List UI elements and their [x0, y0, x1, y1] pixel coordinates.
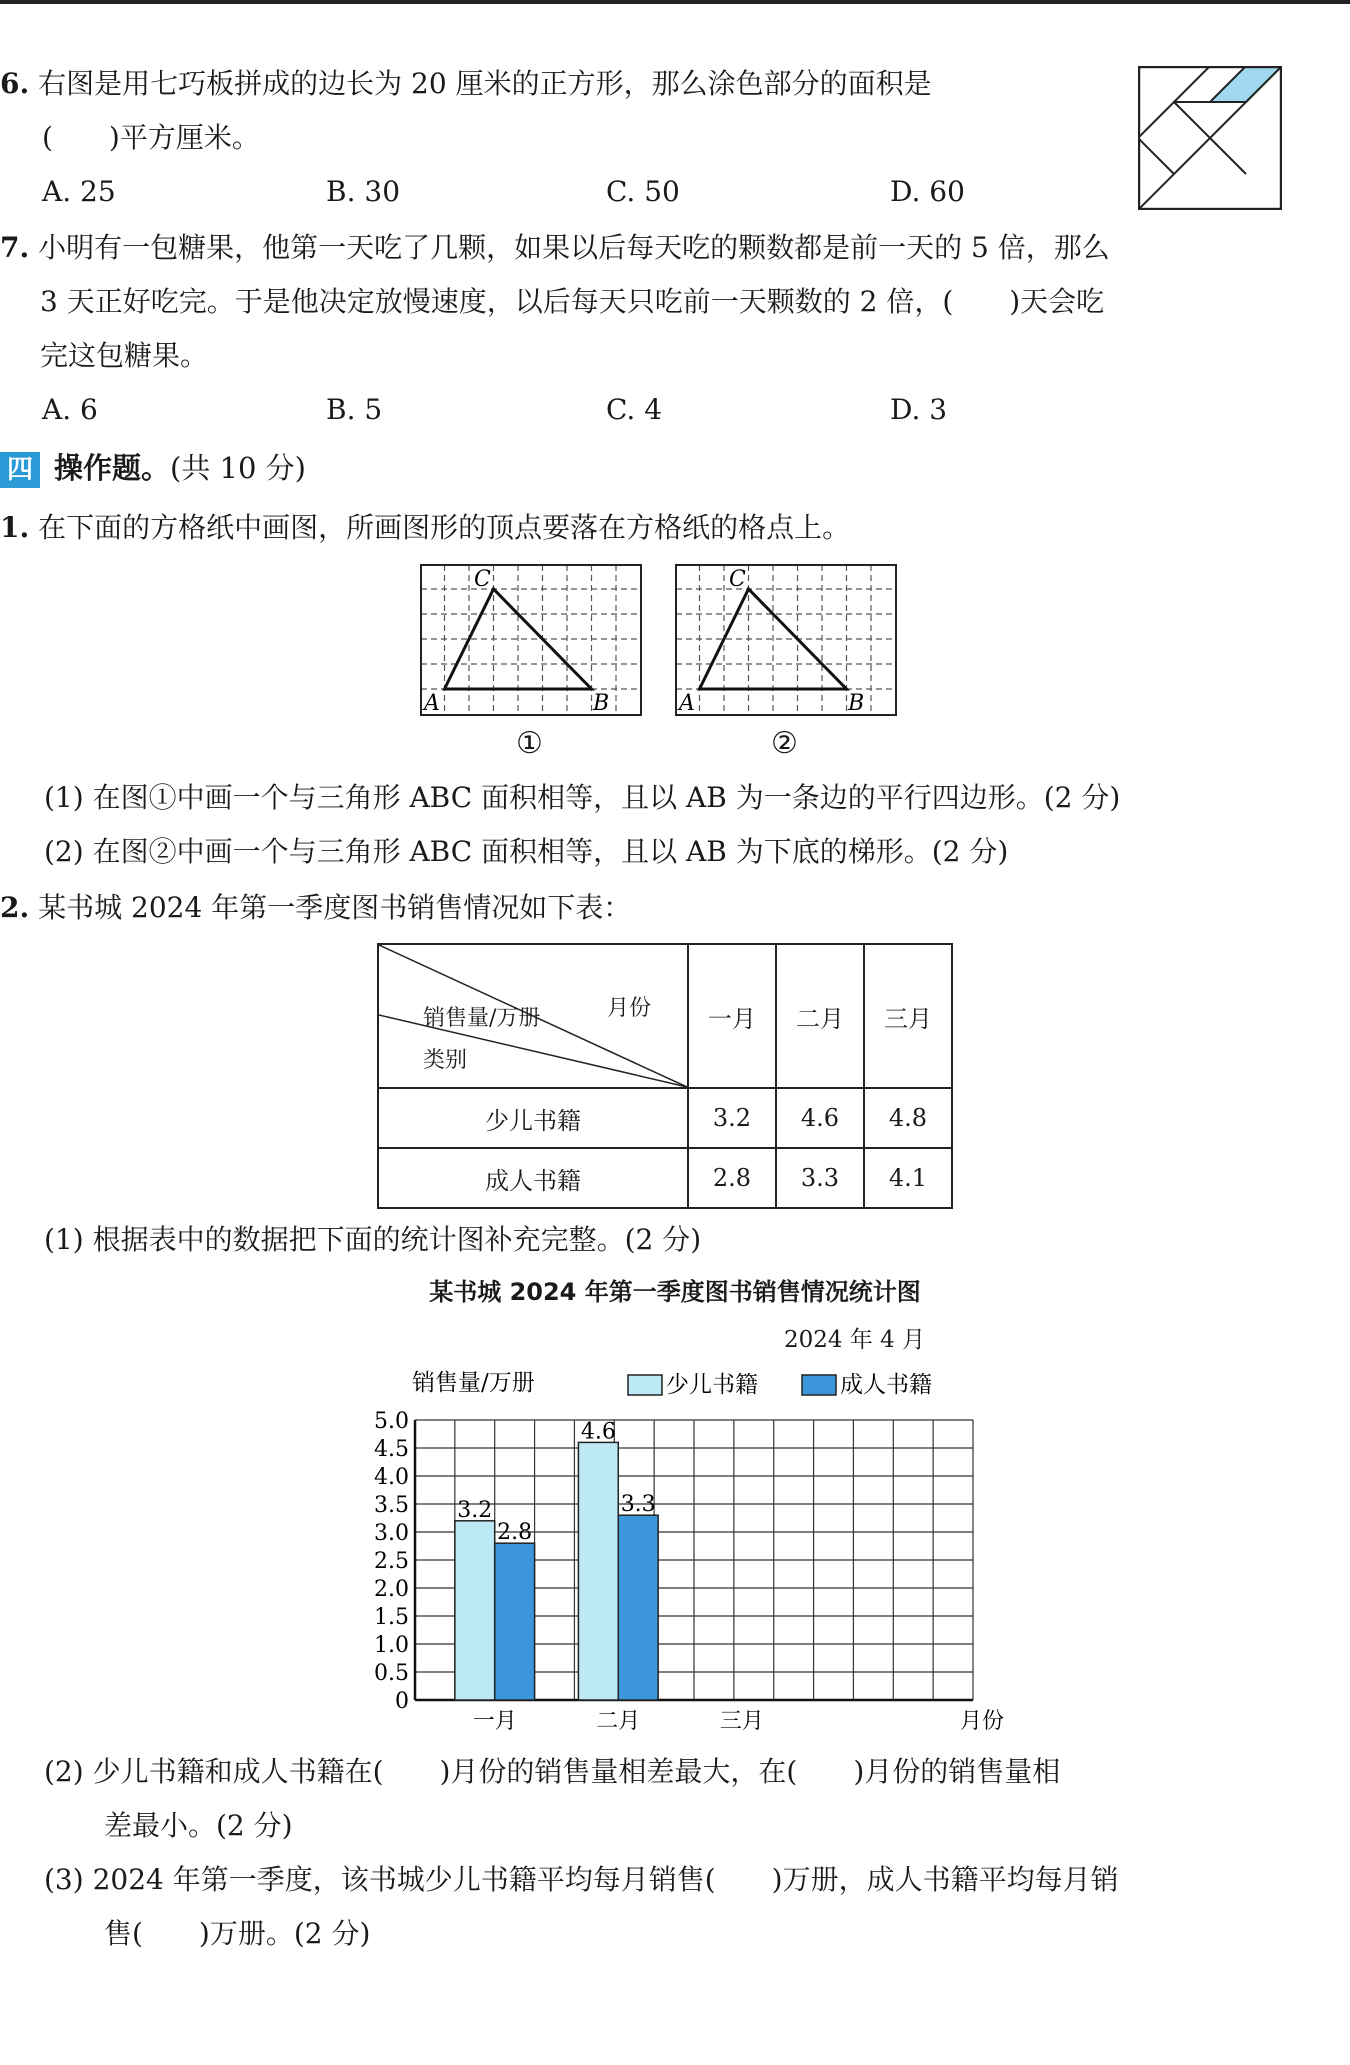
table-cell: 4.6	[776, 1088, 864, 1148]
p1-line	[0, 508, 850, 548]
q7-text3: 完这包糖果。	[40, 339, 209, 372]
legend-label-children: 少儿书籍	[666, 1372, 758, 1398]
grid-figure-1	[420, 564, 642, 716]
q6-text2: ( )平方厘米。	[42, 121, 260, 154]
shaded-parallelogram	[1210, 66, 1282, 102]
q7-line1	[0, 228, 1110, 268]
vertex-c-label-2: C	[729, 567, 746, 592]
bar-adult	[618, 1515, 658, 1700]
y-tick-label: 0.5	[374, 1661, 409, 1686]
y-axis-label: 销售量/万册	[412, 1370, 535, 1396]
chart-date: 2024 年 4 月	[784, 1327, 926, 1353]
y-tick-label: 0	[395, 1689, 409, 1714]
bar-adult	[495, 1543, 535, 1700]
table-row	[378, 1148, 952, 1208]
bar-data-label: 3.3	[620, 1492, 656, 1518]
p2-line	[0, 888, 631, 928]
table-diagonal-header	[378, 944, 688, 1088]
table-cell: 2.8	[688, 1148, 776, 1208]
table-row	[378, 1088, 952, 1148]
vertex-a-label-2: A	[679, 691, 695, 716]
legend-swatch-children	[628, 1375, 662, 1395]
bar-children	[578, 1442, 618, 1700]
y-tick-label: 3.5	[374, 1493, 409, 1518]
p2-sub3a: (3) 2024 年第一季度，该书城少儿书籍平均每月销售( )万册，成人书籍平均每月销	[44, 1863, 1119, 1896]
q6-option-d[interactable]: D. 60	[890, 175, 965, 208]
p2-number: 2.	[0, 891, 30, 924]
y-tick-label: 5.0	[374, 1409, 409, 1434]
p2-text: 某书城 2024 年第一季度图书销售情况如下表：	[38, 891, 632, 924]
header-month: 月份	[607, 996, 652, 1021]
q6-option-b[interactable]: B. 30	[326, 175, 401, 208]
y-tick-label: 4.0	[374, 1465, 409, 1490]
q7-text2: 3 天正好吃完。于是他决定放慢速度，以后每天只吃前一天颗数的 2 倍，( )天会吃	[40, 285, 1105, 318]
chart-title: 某书城 2024 年第一季度图书销售情况统计图	[429, 1278, 921, 1306]
p2-sub1: (1) 根据表中的数据把下面的统计图补充完整。(2 分)	[44, 1223, 702, 1256]
bar-children	[455, 1521, 495, 1700]
q7-text1: 小明有一包糖果，他第一天吃了几颗，如果以后每天吃的颗数都是前一天的 5 倍，那么	[38, 231, 1110, 264]
q7-number: 7.	[0, 231, 30, 264]
vertex-c-label: C	[474, 567, 491, 592]
grid-figure-2	[675, 564, 897, 716]
p2-sub2b: 差最小。(2 分)	[104, 1809, 293, 1842]
table-cell: 3.3	[776, 1148, 864, 1208]
q6-option-a[interactable]: A. 25	[42, 175, 116, 208]
p2-sub3b: 售( )万册。(2 分)	[104, 1917, 371, 1950]
q6-option-c[interactable]: C. 50	[606, 175, 680, 208]
q7-option-c[interactable]: C. 4	[606, 393, 663, 426]
p1-sub2: (2) 在图②中画一个与三角形 ABC 面积相等，且以 AB 为下底的梯形。(2 分)	[44, 835, 1009, 868]
vertex-b-label: B	[593, 691, 610, 716]
y-ticks	[374, 1409, 409, 1714]
q7-option-a[interactable]: A. 6	[42, 393, 98, 426]
bar-data-label: 4.6	[580, 1419, 616, 1445]
x-tick-labels	[473, 1709, 764, 1734]
section-title	[54, 448, 306, 488]
sales-table	[377, 943, 953, 1209]
bar-data-label: 3.2	[457, 1497, 493, 1523]
header-sales: 销售量/万册	[423, 1006, 541, 1031]
row-label: 成人书籍	[378, 1148, 688, 1208]
header-category: 类别	[423, 1048, 468, 1073]
vertex-b-label-2: B	[848, 691, 865, 716]
legend-label-adult: 成人书籍	[840, 1372, 932, 1398]
sales-bar-chart	[350, 1360, 1040, 1740]
x-tick-label: 三月	[719, 1709, 764, 1734]
q6-number: 6.	[0, 67, 30, 100]
p1-number: 1.	[0, 511, 30, 544]
month-header: 二月	[776, 944, 864, 1088]
x-tick-label: 一月	[472, 1709, 517, 1734]
y-tick-label: 4.5	[374, 1437, 409, 1462]
bar-data-label: 2.8	[497, 1520, 533, 1546]
grid-label-1: ①	[516, 726, 543, 761]
month-header: 一月	[688, 944, 776, 1088]
grid-label-2: ②	[771, 726, 798, 761]
section-points: (共 10 分)	[170, 451, 306, 485]
p2-sub2a: (2) 少儿书籍和成人书籍在( )月份的销售量相差最大，在( )月份的销售量相	[44, 1755, 1061, 1788]
section-title-text: 操作题。	[54, 451, 171, 485]
month-header: 三月	[864, 944, 952, 1088]
x-tick-label: 二月	[596, 1709, 641, 1734]
table-cell: 3.2	[688, 1088, 776, 1148]
x-axis-label: 月份	[960, 1709, 1005, 1734]
q6-text1: 右图是用七巧板拼成的边长为 20 厘米的正方形，那么涂色部分的面积是	[38, 67, 932, 100]
vertex-a-label: A	[424, 691, 440, 716]
q6-line1	[0, 64, 932, 104]
legend-swatch-adult	[802, 1375, 836, 1395]
tangram-figure	[1138, 66, 1282, 210]
y-tick-label: 2.0	[374, 1577, 409, 1602]
p1-text: 在下面的方格纸中画图，所画图形的顶点要落在方格纸的格点上。	[38, 511, 851, 544]
table-cell: 4.8	[864, 1088, 952, 1148]
y-tick-label: 1.0	[374, 1633, 409, 1658]
y-tick-label: 1.5	[374, 1605, 409, 1630]
q7-option-b[interactable]: B. 5	[326, 393, 383, 426]
y-tick-label: 3.0	[374, 1521, 409, 1546]
y-tick-label: 2.5	[374, 1549, 409, 1574]
row-label: 少儿书籍	[378, 1088, 688, 1148]
table-cell: 4.1	[864, 1148, 952, 1208]
section-badge: 四	[0, 452, 40, 488]
top-border	[0, 0, 1350, 4]
p1-sub1: (1) 在图①中画一个与三角形 ABC 面积相等，且以 AB 为一条边的平行四边形。(2 分)	[44, 781, 1121, 814]
q7-option-d[interactable]: D. 3	[890, 393, 948, 426]
